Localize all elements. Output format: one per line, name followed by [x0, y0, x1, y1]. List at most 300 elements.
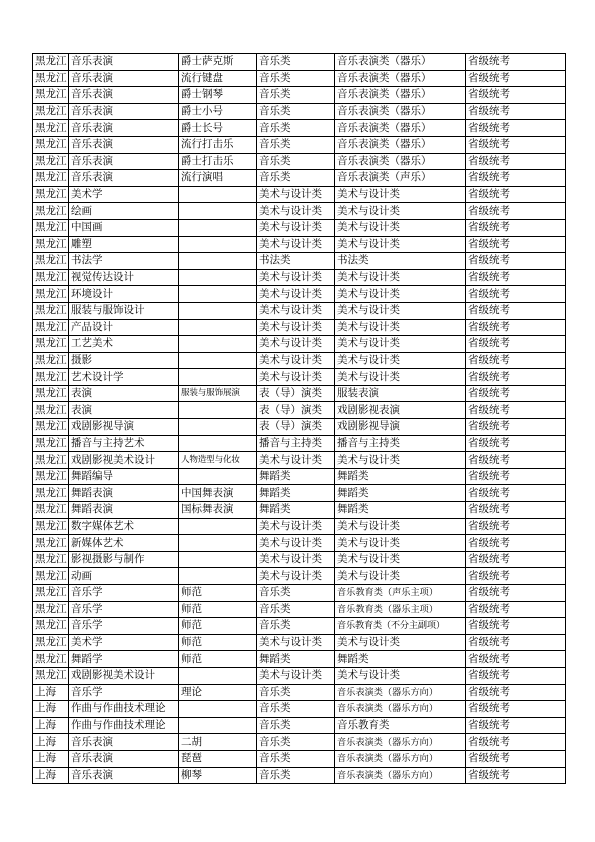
table-row [33, 601, 566, 618]
province-cell: 黑龙江 [33, 54, 69, 71]
direction-cell: 爵士萨克斯 [179, 54, 257, 71]
exam-type-cell: 音乐表演类（器乐方向） [335, 684, 466, 701]
table-row [33, 468, 566, 485]
major-cell: 音乐表演 [69, 87, 179, 104]
exam-type-cell: 音乐表演类（器乐） [335, 54, 466, 71]
exam-level-cell: 省级统考 [466, 601, 566, 618]
exam-level-cell: 省级统考 [466, 452, 566, 469]
province-cell: 黑龙江 [33, 419, 69, 436]
province-cell: 黑龙江 [33, 634, 69, 651]
category-cell: 舞蹈类 [257, 485, 335, 502]
exam-type-cell: 舞蹈类 [335, 502, 466, 519]
exam-type-cell: 舞蹈类 [335, 651, 466, 668]
exam-type-cell: 美术与设计类 [335, 286, 466, 303]
exam-level-cell: 省级统考 [466, 369, 566, 386]
table-row [33, 402, 566, 419]
direction-cell [179, 535, 257, 552]
table-row [33, 485, 566, 502]
category-cell: 美术与设计类 [257, 452, 335, 469]
table-row [33, 717, 566, 734]
table-row [33, 452, 566, 469]
table-row [33, 634, 566, 651]
exam-level-cell: 省级统考 [466, 518, 566, 535]
major-cell: 音乐表演 [69, 103, 179, 120]
major-cell: 美术学 [69, 186, 179, 203]
category-cell: 美术与设计类 [257, 219, 335, 236]
exam-level-cell: 省级统考 [466, 286, 566, 303]
direction-cell [179, 219, 257, 236]
exam-type-cell: 美术与设计类 [335, 634, 466, 651]
category-cell: 音乐类 [257, 767, 335, 784]
major-cell: 作曲与作曲技术理论 [69, 701, 179, 718]
major-cell: 戏剧影视导演 [69, 419, 179, 436]
direction-cell: 中国舞表演 [179, 485, 257, 502]
category-cell: 音乐类 [257, 618, 335, 635]
major-cell: 动画 [69, 568, 179, 585]
exam-level-cell: 省级统考 [466, 585, 566, 602]
exam-level-cell: 省级统考 [466, 269, 566, 286]
province-cell: 黑龙江 [33, 618, 69, 635]
exam-level-cell: 省级统考 [466, 352, 566, 369]
exam-type-cell: 美术与设计类 [335, 203, 466, 220]
exam-level-cell: 省级统考 [466, 385, 566, 402]
direction-cell [179, 701, 257, 718]
category-cell: 表（导）演类 [257, 402, 335, 419]
province-cell: 黑龙江 [33, 601, 69, 618]
table-row [33, 286, 566, 303]
direction-cell: 理论 [179, 684, 257, 701]
province-cell: 上海 [33, 767, 69, 784]
category-cell: 音乐类 [257, 120, 335, 137]
exam-type-cell: 音乐表演类（器乐方向） [335, 701, 466, 718]
major-cell: 中国画 [69, 219, 179, 236]
table-row [33, 54, 566, 71]
major-cell: 服装与服饰设计 [69, 302, 179, 319]
province-cell: 黑龙江 [33, 170, 69, 187]
province-cell: 黑龙江 [33, 667, 69, 684]
major-cell: 表演 [69, 385, 179, 402]
direction-cell: 琵琶 [179, 750, 257, 767]
exam-type-cell: 美术与设计类 [335, 369, 466, 386]
direction-cell [179, 203, 257, 220]
direction-cell [179, 402, 257, 419]
exam-type-cell: 美术与设计类 [335, 452, 466, 469]
direction-cell: 柳琴 [179, 767, 257, 784]
major-cell: 舞蹈表演 [69, 485, 179, 502]
exam-type-cell: 书法类 [335, 253, 466, 270]
exam-level-cell: 省级统考 [466, 219, 566, 236]
major-cell: 音乐表演 [69, 734, 179, 751]
category-cell: 美术与设计类 [257, 568, 335, 585]
exam-level-cell: 省级统考 [466, 667, 566, 684]
major-cell: 音乐表演 [69, 120, 179, 137]
direction-cell [179, 435, 257, 452]
table-row [33, 518, 566, 535]
major-cell: 音乐表演 [69, 153, 179, 170]
exam-type-cell: 美术与设计类 [335, 219, 466, 236]
category-cell: 美术与设计类 [257, 551, 335, 568]
province-cell: 黑龙江 [33, 402, 69, 419]
major-cell: 绘画 [69, 203, 179, 220]
table-row [33, 302, 566, 319]
province-cell: 上海 [33, 684, 69, 701]
province-cell: 黑龙江 [33, 136, 69, 153]
province-cell: 上海 [33, 717, 69, 734]
direction-cell: 国标舞表演 [179, 502, 257, 519]
category-cell: 音乐类 [257, 684, 335, 701]
exam-type-cell: 音乐表演类（声乐） [335, 170, 466, 187]
direction-cell: 爵士长号 [179, 120, 257, 137]
exam-type-cell: 音乐表演类（器乐） [335, 70, 466, 87]
table-row [33, 684, 566, 701]
category-cell: 音乐类 [257, 103, 335, 120]
exam-type-cell: 舞蹈类 [335, 468, 466, 485]
province-cell: 黑龙江 [33, 302, 69, 319]
exam-type-cell: 音乐表演类（器乐方向） [335, 750, 466, 767]
major-cell: 表演 [69, 402, 179, 419]
table-row [33, 103, 566, 120]
category-cell: 表（导）演类 [257, 385, 335, 402]
direction-cell [179, 667, 257, 684]
exam-level-cell: 省级统考 [466, 750, 566, 767]
exam-type-cell: 音乐表演类（器乐） [335, 103, 466, 120]
exam-level-cell: 省级统考 [466, 136, 566, 153]
exam-level-cell: 省级统考 [466, 551, 566, 568]
major-cell: 新媒体艺术 [69, 535, 179, 552]
major-cell: 影视摄影与制作 [69, 551, 179, 568]
major-cell: 音乐表演 [69, 750, 179, 767]
exam-type-cell: 美术与设计类 [335, 535, 466, 552]
exam-level-cell: 省级统考 [466, 435, 566, 452]
province-cell: 上海 [33, 734, 69, 751]
exam-level-cell: 省级统考 [466, 120, 566, 137]
direction-cell [179, 319, 257, 336]
exam-level-cell: 省级统考 [466, 468, 566, 485]
direction-cell: 爵士小号 [179, 103, 257, 120]
exam-type-cell: 音乐教育类（不分主副项） [335, 618, 466, 635]
direction-cell [179, 253, 257, 270]
major-cell: 工艺美术 [69, 336, 179, 353]
category-cell: 美术与设计类 [257, 186, 335, 203]
table-row [33, 70, 566, 87]
category-cell: 音乐类 [257, 70, 335, 87]
exam-level-cell: 省级统考 [466, 87, 566, 104]
province-cell: 黑龙江 [33, 236, 69, 253]
category-cell: 美术与设计类 [257, 336, 335, 353]
table-row [33, 435, 566, 452]
exam-type-cell: 音乐表演类（器乐） [335, 87, 466, 104]
table-row [33, 502, 566, 519]
major-cell: 书法学 [69, 253, 179, 270]
exam-level-cell: 省级统考 [466, 170, 566, 187]
admissions-table [32, 53, 566, 784]
category-cell: 美术与设计类 [257, 269, 335, 286]
exam-type-cell: 美术与设计类 [335, 667, 466, 684]
category-cell: 美术与设计类 [257, 319, 335, 336]
table-row [33, 535, 566, 552]
exam-level-cell: 省级统考 [466, 568, 566, 585]
table-row [33, 153, 566, 170]
major-cell: 音乐学 [69, 601, 179, 618]
exam-type-cell: 美术与设计类 [335, 336, 466, 353]
exam-type-cell: 音乐表演类（器乐） [335, 120, 466, 137]
direction-cell: 服装与服饰展演 [179, 385, 257, 402]
table-row [33, 120, 566, 137]
province-cell: 黑龙江 [33, 336, 69, 353]
category-cell: 美术与设计类 [257, 352, 335, 369]
category-cell: 舞蹈类 [257, 651, 335, 668]
province-cell: 黑龙江 [33, 269, 69, 286]
major-cell: 戏剧影视美术设计 [69, 667, 179, 684]
major-cell: 音乐学 [69, 618, 179, 635]
exam-type-cell: 音乐表演类（器乐） [335, 153, 466, 170]
direction-cell [179, 518, 257, 535]
category-cell: 舞蹈类 [257, 502, 335, 519]
table-row [33, 419, 566, 436]
direction-cell [179, 336, 257, 353]
exam-type-cell: 音乐表演类（器乐方向） [335, 734, 466, 751]
major-cell: 舞蹈学 [69, 651, 179, 668]
province-cell: 黑龙江 [33, 518, 69, 535]
major-cell: 数字媒体艺术 [69, 518, 179, 535]
province-cell: 黑龙江 [33, 153, 69, 170]
table-row [33, 136, 566, 153]
direction-cell [179, 568, 257, 585]
exam-type-cell: 戏剧影视导演 [335, 419, 466, 436]
province-cell: 黑龙江 [33, 319, 69, 336]
major-cell: 音乐表演 [69, 170, 179, 187]
direction-cell [179, 186, 257, 203]
direction-cell: 师范 [179, 634, 257, 651]
exam-type-cell: 美术与设计类 [335, 568, 466, 585]
province-cell: 黑龙江 [33, 502, 69, 519]
table-body [33, 54, 566, 784]
direction-cell: 爵士打击乐 [179, 153, 257, 170]
exam-level-cell: 省级统考 [466, 302, 566, 319]
province-cell: 黑龙江 [33, 435, 69, 452]
exam-type-cell: 舞蹈类 [335, 485, 466, 502]
exam-level-cell: 省级统考 [466, 618, 566, 635]
province-cell: 黑龙江 [33, 87, 69, 104]
category-cell: 音乐类 [257, 153, 335, 170]
province-cell: 黑龙江 [33, 468, 69, 485]
exam-level-cell: 省级统考 [466, 103, 566, 120]
table-row [33, 203, 566, 220]
direction-cell: 师范 [179, 651, 257, 668]
category-cell: 美术与设计类 [257, 535, 335, 552]
major-cell: 音乐学 [69, 684, 179, 701]
category-cell: 美术与设计类 [257, 286, 335, 303]
exam-level-cell: 省级统考 [466, 634, 566, 651]
exam-type-cell: 音乐教育类 [335, 717, 466, 734]
category-cell: 美术与设计类 [257, 369, 335, 386]
table-row [33, 651, 566, 668]
table-row [33, 186, 566, 203]
category-cell: 播音与主持类 [257, 435, 335, 452]
exam-type-cell: 音乐表演类（器乐方向） [335, 767, 466, 784]
table-row [33, 750, 566, 767]
direction-cell [179, 286, 257, 303]
exam-level-cell: 省级统考 [466, 419, 566, 436]
category-cell: 音乐类 [257, 585, 335, 602]
category-cell: 美术与设计类 [257, 302, 335, 319]
exam-level-cell: 省级统考 [466, 236, 566, 253]
direction-cell: 流行打击乐 [179, 136, 257, 153]
major-cell: 戏剧影视美术设计 [69, 452, 179, 469]
direction-cell [179, 352, 257, 369]
category-cell: 音乐类 [257, 734, 335, 751]
exam-level-cell: 省级统考 [466, 186, 566, 203]
direction-cell [179, 269, 257, 286]
table-row [33, 369, 566, 386]
exam-type-cell: 戏剧影视表演 [335, 402, 466, 419]
exam-level-cell: 省级统考 [466, 684, 566, 701]
category-cell: 音乐类 [257, 170, 335, 187]
province-cell: 黑龙江 [33, 120, 69, 137]
exam-type-cell: 美术与设计类 [335, 302, 466, 319]
table-row [33, 253, 566, 270]
direction-cell: 人物造型与化妆 [179, 452, 257, 469]
direction-cell: 师范 [179, 585, 257, 602]
exam-type-cell: 美术与设计类 [335, 269, 466, 286]
province-cell: 上海 [33, 750, 69, 767]
direction-cell: 二胡 [179, 734, 257, 751]
province-cell: 黑龙江 [33, 568, 69, 585]
exam-type-cell: 音乐教育类（声乐主项） [335, 585, 466, 602]
exam-type-cell: 美术与设计类 [335, 352, 466, 369]
table-row [33, 767, 566, 784]
table-row [33, 336, 566, 353]
exam-type-cell: 音乐教育类（器乐主项） [335, 601, 466, 618]
category-cell: 表（导）演类 [257, 419, 335, 436]
category-cell: 美术与设计类 [257, 634, 335, 651]
major-cell: 摄影 [69, 352, 179, 369]
exam-level-cell: 省级统考 [466, 535, 566, 552]
table-row [33, 269, 566, 286]
exam-level-cell: 省级统考 [466, 485, 566, 502]
province-cell: 黑龙江 [33, 186, 69, 203]
major-cell: 音乐表演 [69, 54, 179, 71]
table-row [33, 219, 566, 236]
major-cell: 音乐表演 [69, 136, 179, 153]
table-row [33, 568, 566, 585]
province-cell: 黑龙江 [33, 485, 69, 502]
exam-level-cell: 省级统考 [466, 336, 566, 353]
exam-level-cell: 省级统考 [466, 402, 566, 419]
province-cell: 黑龙江 [33, 535, 69, 552]
table-row [33, 585, 566, 602]
direction-cell [179, 551, 257, 568]
table-row [33, 551, 566, 568]
major-cell: 播音与主持艺术 [69, 435, 179, 452]
exam-level-cell: 省级统考 [466, 701, 566, 718]
exam-level-cell: 省级统考 [466, 319, 566, 336]
category-cell: 美术与设计类 [257, 667, 335, 684]
major-cell: 音乐表演 [69, 70, 179, 87]
table-row [33, 618, 566, 635]
exam-type-cell: 美术与设计类 [335, 551, 466, 568]
category-cell: 音乐类 [257, 54, 335, 71]
table-row [33, 352, 566, 369]
province-cell: 黑龙江 [33, 203, 69, 220]
exam-type-cell: 美术与设计类 [335, 186, 466, 203]
major-cell: 美术学 [69, 634, 179, 651]
exam-level-cell: 省级统考 [466, 651, 566, 668]
table-row [33, 701, 566, 718]
direction-cell: 流行键盘 [179, 70, 257, 87]
exam-type-cell: 服装表演 [335, 385, 466, 402]
category-cell: 音乐类 [257, 601, 335, 618]
table-row [33, 319, 566, 336]
direction-cell: 师范 [179, 618, 257, 635]
table-row [33, 170, 566, 187]
major-cell: 舞蹈编导 [69, 468, 179, 485]
category-cell: 舞蹈类 [257, 468, 335, 485]
province-cell: 黑龙江 [33, 651, 69, 668]
exam-type-cell: 美术与设计类 [335, 518, 466, 535]
direction-cell [179, 302, 257, 319]
province-cell: 黑龙江 [33, 551, 69, 568]
table-row [33, 734, 566, 751]
province-cell: 黑龙江 [33, 369, 69, 386]
major-cell: 视觉传达设计 [69, 269, 179, 286]
province-cell: 黑龙江 [33, 219, 69, 236]
major-cell: 艺术设计学 [69, 369, 179, 386]
province-cell: 黑龙江 [33, 70, 69, 87]
exam-level-cell: 省级统考 [466, 203, 566, 220]
direction-cell: 爵士钢琴 [179, 87, 257, 104]
exam-level-cell: 省级统考 [466, 54, 566, 71]
exam-level-cell: 省级统考 [466, 734, 566, 751]
category-cell: 音乐类 [257, 701, 335, 718]
category-cell: 音乐类 [257, 136, 335, 153]
exam-level-cell: 省级统考 [466, 717, 566, 734]
table-row [33, 385, 566, 402]
direction-cell [179, 236, 257, 253]
direction-cell [179, 419, 257, 436]
direction-cell [179, 468, 257, 485]
table-row [33, 87, 566, 104]
major-cell: 作曲与作曲技术理论 [69, 717, 179, 734]
exam-level-cell: 省级统考 [466, 153, 566, 170]
exam-type-cell: 美术与设计类 [335, 319, 466, 336]
major-cell: 音乐表演 [69, 767, 179, 784]
category-cell: 美术与设计类 [257, 518, 335, 535]
exam-type-cell: 音乐表演类（器乐） [335, 136, 466, 153]
category-cell: 音乐类 [257, 750, 335, 767]
major-cell: 环境设计 [69, 286, 179, 303]
table-row [33, 667, 566, 684]
exam-type-cell: 播音与主持类 [335, 435, 466, 452]
exam-level-cell: 省级统考 [466, 70, 566, 87]
category-cell: 音乐类 [257, 87, 335, 104]
major-cell: 舞蹈表演 [69, 502, 179, 519]
province-cell: 黑龙江 [33, 452, 69, 469]
exam-level-cell: 省级统考 [466, 502, 566, 519]
province-cell: 黑龙江 [33, 103, 69, 120]
direction-cell [179, 717, 257, 734]
exam-level-cell: 省级统考 [466, 767, 566, 784]
province-cell: 黑龙江 [33, 385, 69, 402]
major-cell: 产品设计 [69, 319, 179, 336]
major-cell: 雕塑 [69, 236, 179, 253]
province-cell: 黑龙江 [33, 352, 69, 369]
exam-type-cell: 美术与设计类 [335, 236, 466, 253]
direction-cell: 流行演唱 [179, 170, 257, 187]
category-cell: 美术与设计类 [257, 203, 335, 220]
category-cell: 书法类 [257, 253, 335, 270]
category-cell: 音乐类 [257, 717, 335, 734]
